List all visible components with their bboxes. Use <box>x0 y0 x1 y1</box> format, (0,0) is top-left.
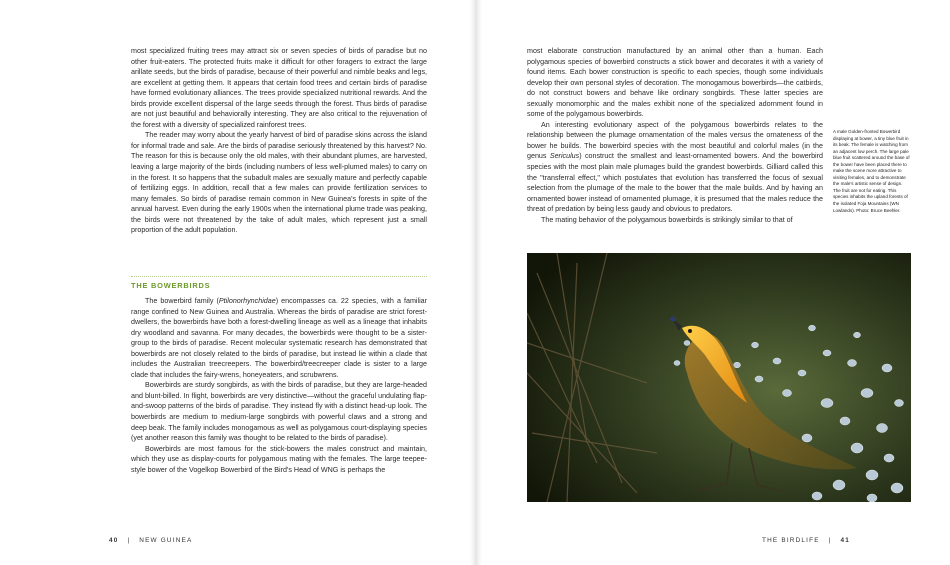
folio-separator: | <box>127 537 131 544</box>
text-run: most elaborate construction manufactured by an animal other than a human. Each polygamous species of bowerbird constructs a stick bower and decorates it with a variety of found items. Each bower construction is specific to each species, though some individuals develop their own personal styles of decoration. The monogamous bowerbirds—the catbirds, do not construct bowers and behave like ordinary songbirds. These latter species are sexually monomorphic and the males exhibit none of the specialized adornment found in some of the polygamous bowerbirds. <box>527 47 823 119</box>
bowerbird-photo <box>527 253 911 502</box>
text-run: The bowerbird family ( <box>145 297 219 305</box>
text-run: An interesting evolutionary aspect of the polygamous bowerbirds relates to the relationship between the plumage ornamentation of the males versus the ornateness of the bower he builds. The bowerbird species with the most beautiful and colorful males (in the genus <box>527 120 823 161</box>
right-folio <box>762 537 850 544</box>
left-bottom-text-column <box>131 296 427 475</box>
body-paragraph: most specialized fruiting trees may attract six or seven species of birds of paradise but no other fruit-eaters. The protected fruits make it difficult for other foragers to extract the large arillate seeds, but the birds of paradise, because of their powerful and nimble beaks and legs, are excellent at getting them. It appears that certain food trees and certain birds of paradise have formed evolutionary alliances. The trees provide specialized nutritional rewards. And the birds provide excellent dispersal of the large seeds through the forest. Thus birds of paradise are not just beautiful and behaviorally interesting. They are also critical to the rejuvenation of the forest with a diversity of specialized rainforest trees. <box>131 47 427 129</box>
running-head: NEW GUINEA <box>139 537 193 544</box>
left-folio <box>109 537 192 544</box>
text-run: Bowerbirds are most famous for the stick-bowers the males construct and maintain, which they use as display-courts for polygamous mating with the females. The large teepee-style bower of the Vogelkop Bowerbird of the Bird's Head of WNG is perhaps the <box>131 444 427 474</box>
bowerbird-illustration <box>527 253 911 502</box>
text-run: The mating behavior of the polygamous bowerbirds is strikingly similar to that of <box>541 215 793 224</box>
body-paragraph <box>527 215 823 226</box>
body-paragraph <box>131 380 427 443</box>
body-paragraph <box>527 46 823 120</box>
running-head: THE BIRDLIFE <box>762 537 820 544</box>
section-divider <box>131 276 427 277</box>
body-paragraph <box>131 444 427 476</box>
text-run: Bowerbirds are sturdy songbirds, as with the birds of paradise, but they are large-headed and blunt-billed. In flight, bowerbirds are very distinctive—without the graceful undulating flap-and-swoop patterns of the birds of paradise. They instead fly with a distinct head-up look. The bowerbirds are medium to medium-large songbirds with powerful claws and a strong and deep beak. The family includes monogamous as well as polygamous court-displaying species (yet another reason this family was thought to be related to the birds of paradise). <box>131 381 427 443</box>
body-paragraph: The reader may worry about the yearly harvest of bird of paradise skins across the island for informal trade and sale. Are the birds of paradise seriously threatened by this harvest? No. The reason for this is because only the old males, with their abundant plumes, are harvested, leaving a large majority of the birds (including numbers of less well-plumed males) to carry on in the forest. It so happens that the subadult males are sexually mature and perfectly capable of fertilizing eggs. In addition, recall that a few males can provide fertilization services to many females. So birds of paradise remain common in New Guinea's forests in spite of the annual harvest. Even during the early 1900s when the international plume trade was peaking, the birds were not threatened by the take of adult males, which represent just a small proportion of the adult population. <box>131 131 427 235</box>
text-run: ) construct the smallest and least-ornamented bowers. And the bowerbird species with the most plain male plumages build the grandest bowerbirds. Gilliard called this the "transferral effect," which postulates that evolution has transferred the focus of sexual selection from the plumage of the male to the bower that the male builds. And by having an ornamented bower instead of ornamented plumage, it is presumed that the males reduce the threat of predation by being less gaudy and obvious to predators. <box>527 152 823 214</box>
folio-separator: | <box>828 537 832 544</box>
page-number: 41 <box>840 537 850 544</box>
text-run: ) encompasses ca. 22 species, with a familiar range confined to New Guinea and Australia. Whereas the birds of paradise are strict forest-dwellers, the bowerbirds have both a forest-dwelling lineage as well as a lineage that inhabits dry woodland and savanna. For many decades, the bowerbirds were thought to be a sister-group to the birds of paradise. Recent molecular systematic research has demonstrated that bowerbirds are not closely related to the birds of paradise, but instead lie within a clade that includes the Australian treecreepers. The bowerbird/treecreeper clade is sister to a large clade that includes the fairy-wrens, honeyeaters, and scrubwrens. <box>131 297 428 379</box>
photo-caption: A male Golden-fronted Bowerbird displaying at bower, a tiny blue fruit in its beak. The female is watching from an adjacent low perch. The large pale blue fruit scattered around the base of the bower have been placed there to make the scene more attractive to visiting females, and to demonstrate the male's artistic sense of design. The fruit are not for eating. This species inhabits the upland forests of the isolated Foja Mountains (WN Lowlands). Photo: Bruce Beehler. <box>833 129 910 213</box>
genus-name-italic: Sericulus <box>549 152 580 161</box>
book-gutter <box>470 0 482 565</box>
left-top-text-column <box>131 46 427 236</box>
body-paragraph <box>131 296 427 380</box>
family-name-italic: Ptilonorhynchidae <box>218 297 276 305</box>
section-heading: THE BOWERBIRDS <box>131 281 211 290</box>
right-text-column <box>527 46 823 225</box>
body-paragraph <box>527 120 823 215</box>
page-number: 40 <box>109 537 119 544</box>
